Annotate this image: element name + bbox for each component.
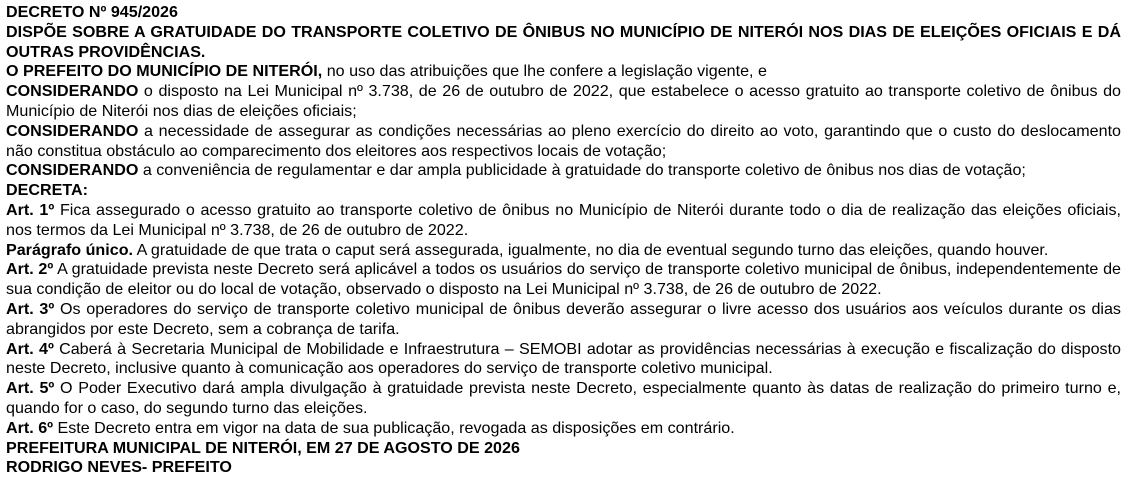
article-lead: Art. 2º bbox=[6, 260, 54, 279]
signature: RODRIGO NEVES- PREFEITO bbox=[6, 458, 232, 477]
decree-summary: DISPÕE SOBRE A GRATUIDADE DO TRANSPORTE COLETIVO DE ÔNIBUS NO MUNICÍPIO DE NITERÓI NOS DIAS DE ELEIÇÕES OFICIAIS E DÁ OUTRAS PROVIDÊNCIAS. bbox=[6, 22, 1121, 61]
article-4 bbox=[6, 340, 1121, 380]
article-lead: Art. 5º bbox=[6, 379, 55, 398]
article-text: Os operadores do serviço de transporte coletivo municipal de ônibus deverão assegurar o livre acesso dos usuários aos veículos durante os dias abrangidos por este Decreto, sem a cobrança de tarifa. bbox=[6, 299, 1121, 338]
article-2 bbox=[6, 260, 1121, 300]
article-text: Caberá à Secretaria Municipal de Mobilidade e Infraestrutura – SEMOBI adotar as providências necessárias à execução e fiscalização do disposto neste Decreto, inclusive quanto à comunicação aos operadores do serviço de transporte coletivo municipal. bbox=[6, 339, 1121, 378]
article-lead: Art. 4º bbox=[6, 339, 54, 358]
considerando-text: a necessidade de assegurar as condições necessárias ao pleno exercício do direito ao voto, garantindo que o custo do deslocamento não constitua obstáculo ao comparecimento dos eleitores aos respectivos locais de votação; bbox=[6, 121, 1121, 160]
considerando-text: o disposto na Lei Municipal nº 3.738, de 26 de outubro de 2022, que estabelece o acesso gratuito ao transporte coletivo de ônibus do Município de Niterói nos dias de eleições oficiais; bbox=[6, 82, 1121, 120]
considerando-text: a conveniência de regulamentar e dar ampla publicidade à gratuidade do transporte coletivo de ônibus nos dias de votação; bbox=[138, 161, 1026, 180]
article-lead: Art. 1º bbox=[6, 200, 55, 219]
article-6 bbox=[6, 419, 1121, 439]
decreta-heading: DECRETA: bbox=[6, 181, 88, 200]
article-text: Fica assegurado o acesso gratuito ao transporte coletivo de ônibus no Município de Niterói durante todo o dia de realização das eleições oficiais, nos termos da Lei Municipal nº 3.738, de 26 de outubro de 2022. bbox=[6, 200, 1121, 239]
considerando-lead: CONSIDERANDO bbox=[6, 82, 139, 101]
article-lead: Art. 6º bbox=[6, 418, 54, 437]
article-text: A gratuidade de que trata o caput será assegurada, igualmente, no dia de eventual segundo turno das eleições, quando houver. bbox=[133, 240, 1049, 259]
paragrafo-unico bbox=[6, 241, 1121, 261]
decree-number: DECRETO Nº 945/2026 bbox=[6, 3, 178, 21]
considerando-3 bbox=[6, 161, 1121, 181]
considerando-2 bbox=[6, 122, 1121, 162]
article-lead: Parágrafo único. bbox=[6, 240, 133, 259]
article-lead: Art. 3º bbox=[6, 299, 55, 318]
considerando-1 bbox=[6, 82, 1121, 122]
article-text: Este Decreto entra em vigor na data de sua publicação, revogada as disposições em contrário. bbox=[53, 418, 735, 437]
considerando-lead: CONSIDERANDO bbox=[6, 121, 139, 140]
place-date: PREFEITURA MUNICIPAL DE NITERÓI, EM 27 DE AGOSTO DE 2026 bbox=[6, 438, 520, 457]
preamble-text: no uso das atribuições que lhe confere a legislação vigente, e bbox=[322, 62, 767, 81]
article-3 bbox=[6, 300, 1121, 340]
decree-document bbox=[6, 3, 1121, 478]
article-text: O Poder Executivo dará ampla divulgação à gratuidade prevista neste Decreto, especialmente quanto às datas de realização do primeiro turno e, quando for o caso, do segundo turno das eleições. bbox=[6, 379, 1121, 417]
article-1 bbox=[6, 201, 1121, 241]
article-5 bbox=[6, 379, 1121, 419]
preamble-lead: O PREFEITO DO MUNICÍPIO DE NITERÓI, bbox=[6, 62, 323, 81]
preamble bbox=[6, 62, 1121, 82]
considerando-lead: CONSIDERANDO bbox=[6, 161, 139, 180]
article-text: A gratuidade prevista neste Decreto será aplicável a todos os usuários do serviço de transporte coletivo municipal de ônibus, independentemente de sua condição de eleitor ou do local de votação, observado o disposto na Lei Municipal nº 3.738, de 26 de outubro de 2022. bbox=[6, 260, 1121, 299]
